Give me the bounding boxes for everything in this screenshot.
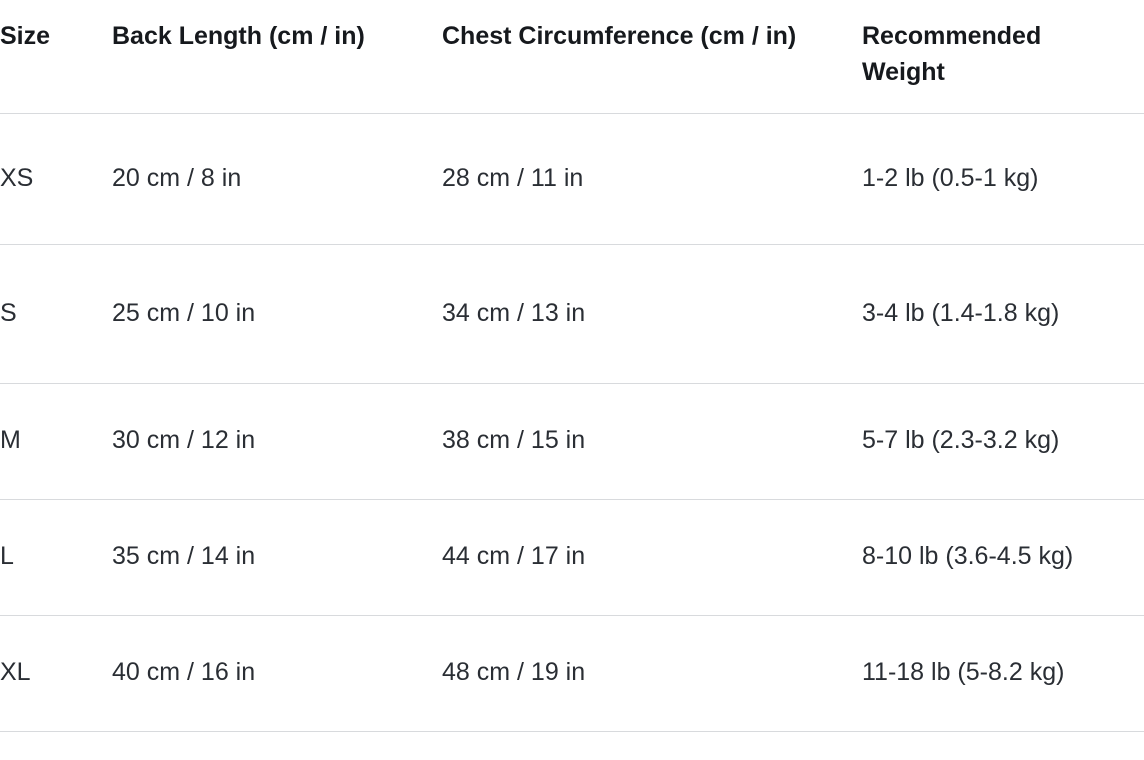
cell-weight-value: 8-10 lb (3.6-4.5 kg) [862, 542, 1074, 571]
cell-weight-value: 5-7 lb (2.3-3.2 kg) [862, 426, 1060, 455]
table-body [0, 113, 1144, 731]
cell-size [0, 244, 112, 383]
cell-chest [442, 499, 862, 615]
cell-weight-value: 3-4 lb (1.4-1.8 kg) [862, 298, 1060, 327]
column-header-chest-circumference [442, 0, 862, 113]
cell-weight [862, 383, 1144, 499]
cell-back-length-value: 40 cm / 16 in [112, 658, 256, 687]
cell-back-length-value: 25 cm / 10 in [112, 298, 256, 327]
table-row [0, 499, 1144, 615]
table-row [0, 615, 1144, 731]
cell-size-value: M [0, 426, 21, 455]
cell-chest [442, 383, 862, 499]
cell-weight-value: 1-2 lb (0.5-1 kg) [862, 163, 1039, 192]
cell-chest-value: 48 cm / 19 in [442, 658, 586, 687]
column-header-recommended-weight [862, 0, 1144, 113]
cell-chest-value: 44 cm / 17 in [442, 542, 586, 571]
column-header-size-label: Size [0, 22, 51, 50]
table-row [0, 244, 1144, 383]
cell-chest [442, 113, 862, 244]
cell-back-length [112, 615, 442, 731]
table-row [0, 113, 1144, 244]
cell-back-length-value: 35 cm / 14 in [112, 542, 256, 571]
cell-size [0, 499, 112, 615]
cell-size-value: S [0, 298, 17, 327]
cell-size [0, 383, 112, 499]
cell-weight [862, 113, 1144, 244]
cell-chest-value: 34 cm / 13 in [442, 298, 586, 327]
column-header-size [0, 0, 112, 113]
cell-back-length-value: 30 cm / 12 in [112, 426, 256, 455]
cell-back-length [112, 383, 442, 499]
cell-weight [862, 499, 1144, 615]
cell-chest [442, 244, 862, 383]
cell-size-value: XL [0, 658, 31, 687]
cell-back-length [112, 244, 442, 383]
cell-size-value: L [0, 542, 14, 571]
column-header-chest-circumference-label: Chest Circumference (cm / in) [442, 22, 797, 50]
cell-back-length [112, 499, 442, 615]
column-header-back-length-label: Back Length (cm / in) [112, 22, 365, 50]
cell-weight [862, 615, 1144, 731]
table-header [0, 0, 1144, 113]
column-header-recommended-weight-label: Recommended Weight [862, 22, 1042, 87]
cell-size-value: XS [0, 163, 34, 192]
table-header-row [0, 0, 1144, 113]
cell-size [0, 615, 112, 731]
cell-chest [442, 615, 862, 731]
cell-chest-value: 38 cm / 15 in [442, 426, 586, 455]
cell-back-length-value: 20 cm / 8 in [112, 163, 242, 192]
column-header-back-length [112, 0, 442, 113]
cell-back-length [112, 113, 442, 244]
cell-size [0, 113, 112, 244]
table-row [0, 383, 1144, 499]
cell-chest-value: 28 cm / 11 in [442, 163, 584, 192]
cell-weight-value: 11-18 lb (5-8.2 kg) [862, 658, 1065, 687]
cell-weight [862, 244, 1144, 383]
